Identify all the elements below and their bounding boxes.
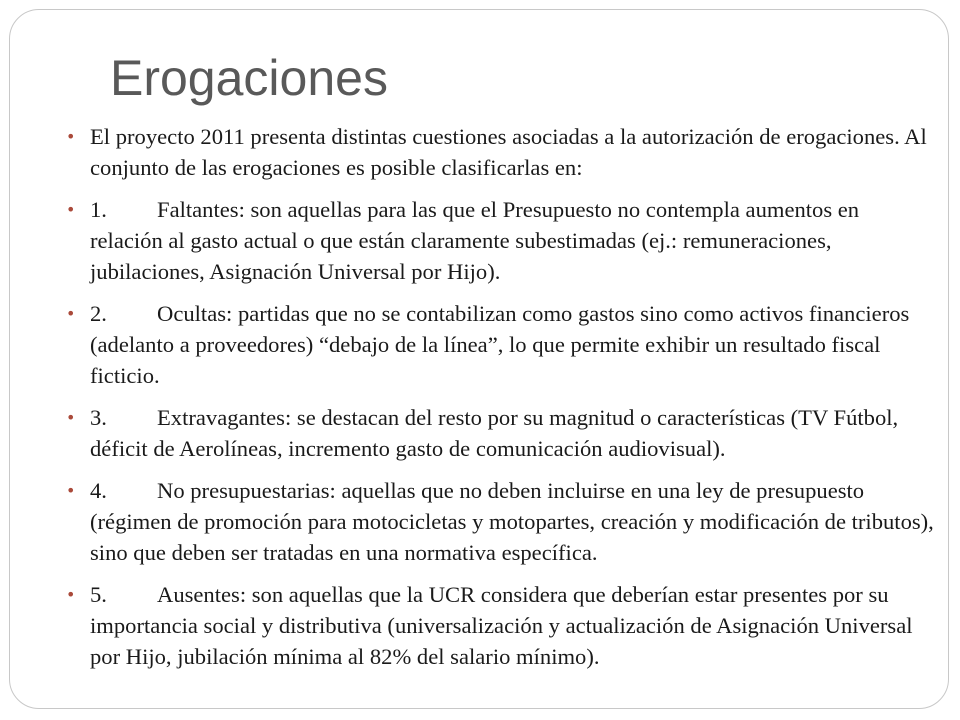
bullet-item-1	[66, 194, 936, 287]
slide-frame	[9, 9, 949, 709]
intro-text: El proyecto 2011 presenta distintas cuestiones asociadas a la autorización de erogaciones. Al conjunto de las erogaciones es posible clasificarlas en:	[90, 124, 927, 180]
bullet-dot-icon: •	[66, 127, 76, 146]
item-text: Ocultas: partidas que no se contabilizan como gastos sino como activos financieros (adelanto a proveedores) “debajo de la línea”, lo que permite exhibir un resultado fiscal ficticio.	[90, 301, 910, 388]
item-number: 5.	[90, 582, 107, 607]
item-text: Ausentes: son aquellas que la UCR considera que deberían estar presentes por su importancia social y distributiva (universalización y actualización de Asignación Universal por Hijo, jubilación mínima al 82% del salario mínimo).	[90, 582, 913, 669]
bullet-dot-icon: •	[66, 304, 76, 323]
bullet-item-3	[66, 402, 936, 464]
slide-title: Erogaciones	[110, 50, 388, 106]
bullet-list	[66, 121, 936, 683]
item-number: 2.	[90, 301, 107, 326]
item-text: No presupuestarias: aquellas que no deben incluirse en una ley de presupuesto (régimen de promoción para motocicletas y motopartes, creación y modificación de tributos), sino que deben ser tratadas en una normativa específica.	[90, 478, 934, 565]
item-number: 4.	[90, 478, 107, 503]
item-text: Faltantes: son aquellas para las que el Presupuesto no contempla aumentos en relación al gasto actual o que están claramente subestimadas (ej.: remuneraciones, jubilaciones, Asignación Universal por Hijo).	[90, 197, 860, 284]
bullet-dot-icon: •	[66, 200, 76, 219]
bullet-intro	[66, 121, 936, 183]
bullet-dot-icon: •	[66, 481, 76, 500]
item-text: Extravagantes: se destacan del resto por su magnitud o características (TV Fútbol, déficit de Aerolíneas, incremento gasto de comunicación audiovisual).	[90, 405, 899, 461]
bullet-dot-icon: •	[66, 408, 76, 427]
bullet-item-4	[66, 475, 936, 568]
item-number: 3.	[90, 405, 107, 430]
item-number: 1.	[90, 197, 107, 222]
bullet-item-2	[66, 298, 936, 391]
bullet-dot-icon: •	[66, 585, 76, 604]
bullet-item-5	[66, 579, 936, 672]
